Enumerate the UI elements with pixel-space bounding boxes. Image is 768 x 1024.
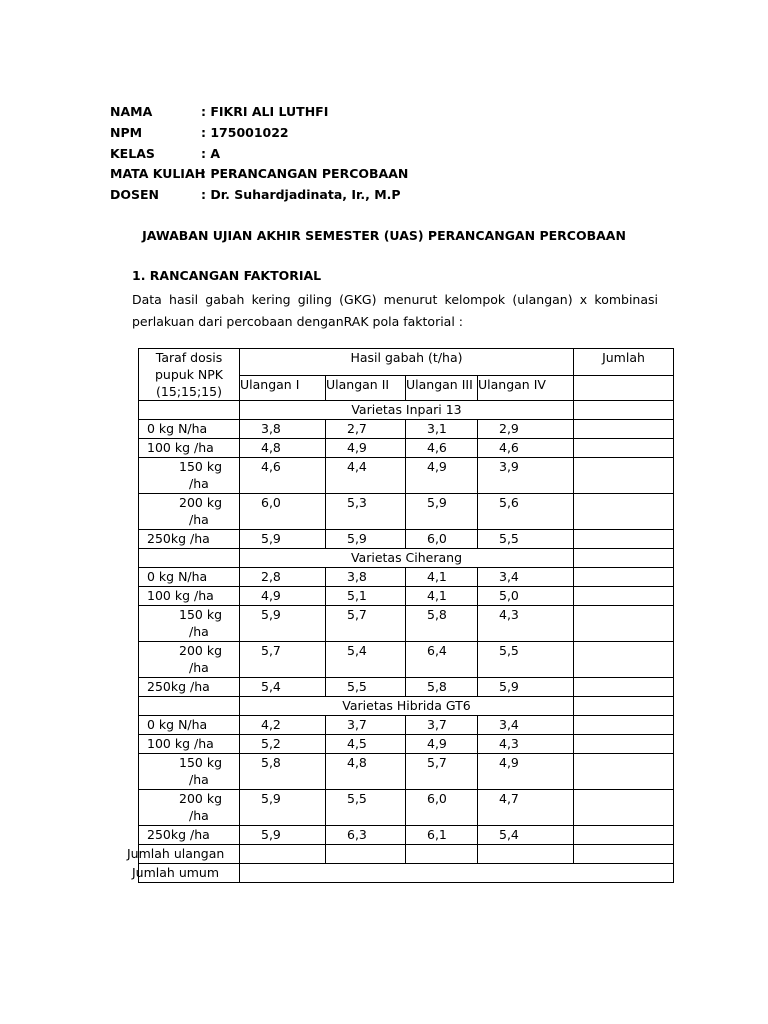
table-cell [406, 845, 478, 864]
yield-value: 5,4 [326, 642, 406, 678]
table-footer-row [139, 845, 674, 864]
dose-label-line: 150 kg [179, 607, 223, 622]
yield-value: 5,1 [326, 587, 406, 606]
yield-value: 6,3 [326, 826, 406, 845]
yield-value: 5,9 [326, 530, 406, 549]
yield-value: 4,9 [240, 587, 326, 606]
table-row [139, 642, 674, 678]
total-cell [574, 678, 674, 697]
yield-value: 4,9 [406, 458, 478, 494]
yield-value: 5,5 [326, 790, 406, 826]
col-header-total: Jumlah [574, 349, 674, 376]
table-cell [139, 549, 240, 568]
total-cell [574, 754, 674, 790]
dose-label-line: 0 kg N/ha [147, 717, 208, 732]
yield-value: 3,7 [326, 716, 406, 735]
total-cell [574, 458, 674, 494]
footer-label: Jumlah umum [139, 864, 240, 883]
yield-value: 5,8 [406, 606, 478, 642]
total-cell [574, 568, 674, 587]
yield-value: 2,7 [326, 420, 406, 439]
table-row [139, 790, 674, 826]
yield-value: 4,2 [240, 716, 326, 735]
dose-label [139, 587, 240, 606]
dose-label-line: 100 kg /ha [147, 440, 214, 455]
yield-value: 4,1 [406, 568, 478, 587]
intro-paragraph: Data hasil gabah kering giling (GKG) menurut kelompok (ulangan) x kombinasi perlakuan dari percobaan denganRAK pola faktorial : [132, 292, 658, 329]
info-value: : A [201, 146, 221, 161]
table-row [139, 735, 674, 754]
dose-label-line: /ha [189, 660, 209, 675]
info-label: MATA KULIAH [110, 166, 206, 181]
dose-label-line: 250kg /ha [147, 679, 210, 694]
dose-label [139, 826, 240, 845]
table-cell [240, 864, 674, 883]
dose-label-line: 100 kg /ha [147, 588, 214, 603]
yield-value: 3,7 [406, 716, 478, 735]
table-row [139, 420, 674, 439]
yield-value: 4,8 [326, 754, 406, 790]
total-cell [574, 420, 674, 439]
yield-value: 5,7 [326, 606, 406, 642]
table-row [139, 754, 674, 790]
dose-label-line: 0 kg N/ha [147, 569, 208, 584]
yield-value: 4,4 [326, 458, 406, 494]
dose-label-line: /ha [189, 772, 209, 787]
dose-label [139, 420, 240, 439]
yield-value: 5,8 [406, 678, 478, 697]
dose-label [139, 458, 240, 494]
yield-value: 4,5 [326, 735, 406, 754]
yield-value: 4,6 [478, 439, 574, 458]
yield-value: 4,3 [478, 735, 574, 754]
yield-value: 4,6 [240, 458, 326, 494]
yield-value: 4,6 [406, 439, 478, 458]
yield-value: 5,9 [478, 678, 574, 697]
dose-label [139, 494, 240, 530]
dose-label [139, 716, 240, 735]
yield-value: 6,4 [406, 642, 478, 678]
dose-label [139, 678, 240, 697]
total-cell [574, 735, 674, 754]
dose-label-line: /ha [189, 624, 209, 639]
variety-row [139, 697, 674, 716]
yield-value: 3,1 [406, 420, 478, 439]
yield-value: 5,5 [478, 642, 574, 678]
col-header-ulangan: Ulangan III [406, 376, 478, 401]
table-row [139, 587, 674, 606]
total-cell [574, 642, 674, 678]
dose-label-line: /ha [189, 476, 209, 491]
yield-value: 2,9 [478, 420, 574, 439]
table-row [139, 678, 674, 697]
yield-value: 5,9 [240, 606, 326, 642]
table-cell [574, 549, 674, 568]
yield-value: 6,0 [406, 530, 478, 549]
dose-label-line: 250kg /ha [147, 531, 210, 546]
info-label: NPM [110, 125, 143, 140]
col-header-ulangan: Ulangan II [326, 376, 406, 401]
yield-value: 6,0 [240, 494, 326, 530]
table-row [139, 568, 674, 587]
dose-label [139, 735, 240, 754]
yield-value: 5,9 [406, 494, 478, 530]
table-cell [574, 697, 674, 716]
section-heading: 1. RANCANGAN FAKTORIAL [132, 268, 322, 283]
yield-value: 5,2 [240, 735, 326, 754]
total-cell [574, 494, 674, 530]
dose-label-line: 200 kg [179, 791, 223, 806]
info-label: NAMA [110, 104, 153, 119]
col-header-dose: Taraf dosis pupuk NPK (15;15;15) [139, 349, 240, 401]
variety-row [139, 401, 674, 420]
table-header-row [139, 349, 674, 376]
dose-label-line: 150 kg [179, 755, 223, 770]
variety-name: Varietas Inpari 13 [240, 401, 574, 420]
table-row [139, 606, 674, 642]
dose-label [139, 606, 240, 642]
dose-label-line: 250kg /ha [147, 827, 210, 842]
total-cell [574, 530, 674, 549]
total-cell [574, 790, 674, 826]
yield-value: 4,1 [406, 587, 478, 606]
total-cell [574, 439, 674, 458]
yield-value: 5,7 [406, 754, 478, 790]
col-header-ulangan: Ulangan IV [478, 376, 574, 401]
footer-label: Jumlah ulangan [139, 845, 240, 864]
yield-value: 4,8 [240, 439, 326, 458]
page-title: JAWABAN UJIAN AKHIR SEMESTER (UAS) PERANCANGAN PERCOBAAN [142, 228, 626, 243]
table-cell [139, 697, 240, 716]
total-cell [574, 716, 674, 735]
total-cell [574, 606, 674, 642]
yield-value: 5,5 [326, 678, 406, 697]
yield-value: 4,9 [406, 735, 478, 754]
table-row [139, 826, 674, 845]
yield-value: 5,0 [478, 587, 574, 606]
yield-value: 3,9 [478, 458, 574, 494]
yield-value: 5,9 [240, 790, 326, 826]
dose-label-line: 200 kg [179, 643, 223, 658]
info-value: : Dr. Suhardjadinata, Ir., M.P [201, 187, 401, 202]
dose-label-line: /ha [189, 808, 209, 823]
variety-name: Varietas Ciherang [240, 549, 574, 568]
dose-label-line: 100 kg /ha [147, 736, 214, 751]
yield-value: 5,9 [240, 530, 326, 549]
yield-value: 5,6 [478, 494, 574, 530]
table-cell [139, 401, 240, 420]
yield-value: 5,4 [240, 678, 326, 697]
total-cell [574, 826, 674, 845]
table-cell [574, 376, 674, 401]
variety-row [139, 549, 674, 568]
yield-table [127, 348, 674, 883]
info-label: DOSEN [110, 187, 160, 202]
yield-value: 6,0 [406, 790, 478, 826]
dose-label [139, 642, 240, 678]
variety-name: Varietas Hibrida GT6 [240, 697, 574, 716]
info-value: : FIKRI ALI LUTHFI [201, 104, 329, 119]
table-row [139, 439, 674, 458]
table-cell [326, 845, 406, 864]
dose-label [139, 439, 240, 458]
table-footer-row [139, 864, 674, 883]
yield-value: 2,8 [240, 568, 326, 587]
info-value: : 175001022 [201, 125, 289, 140]
yield-value: 3,8 [240, 420, 326, 439]
table-cell [478, 845, 574, 864]
col-header-ulangan: Ulangan I [240, 376, 326, 401]
dose-label-line: 200 kg [179, 495, 223, 510]
yield-value: 3,8 [326, 568, 406, 587]
table-cell [574, 845, 674, 864]
yield-value: 5,9 [240, 826, 326, 845]
dose-label [139, 568, 240, 587]
yield-value: 5,5 [478, 530, 574, 549]
dose-label-line: /ha [189, 512, 209, 527]
table-row [139, 494, 674, 530]
dose-label-line: 0 kg N/ha [147, 421, 208, 436]
dose-label [139, 530, 240, 549]
yield-value: 5,8 [240, 754, 326, 790]
table-row [139, 458, 674, 494]
col-header-yield: Hasil gabah (t/ha) [240, 349, 574, 376]
info-value: : PERANCANGAN PERCOBAAN [201, 166, 409, 181]
yield-value: 6,1 [406, 826, 478, 845]
yield-value: 4,9 [478, 754, 574, 790]
yield-value: 3,4 [478, 568, 574, 587]
info-label: KELAS [110, 146, 155, 161]
yield-value: 4,9 [326, 439, 406, 458]
yield-value: 5,7 [240, 642, 326, 678]
table-cell [574, 401, 674, 420]
yield-value: 4,7 [478, 790, 574, 826]
table-cell [240, 845, 326, 864]
yield-value: 3,4 [478, 716, 574, 735]
table-row [139, 530, 674, 549]
total-cell [574, 587, 674, 606]
yield-value: 4,3 [478, 606, 574, 642]
table-row [139, 716, 674, 735]
dose-label [139, 790, 240, 826]
dose-label [139, 754, 240, 790]
yield-value: 5,3 [326, 494, 406, 530]
yield-value: 5,4 [478, 826, 574, 845]
dose-label-line: 150 kg [179, 459, 223, 474]
